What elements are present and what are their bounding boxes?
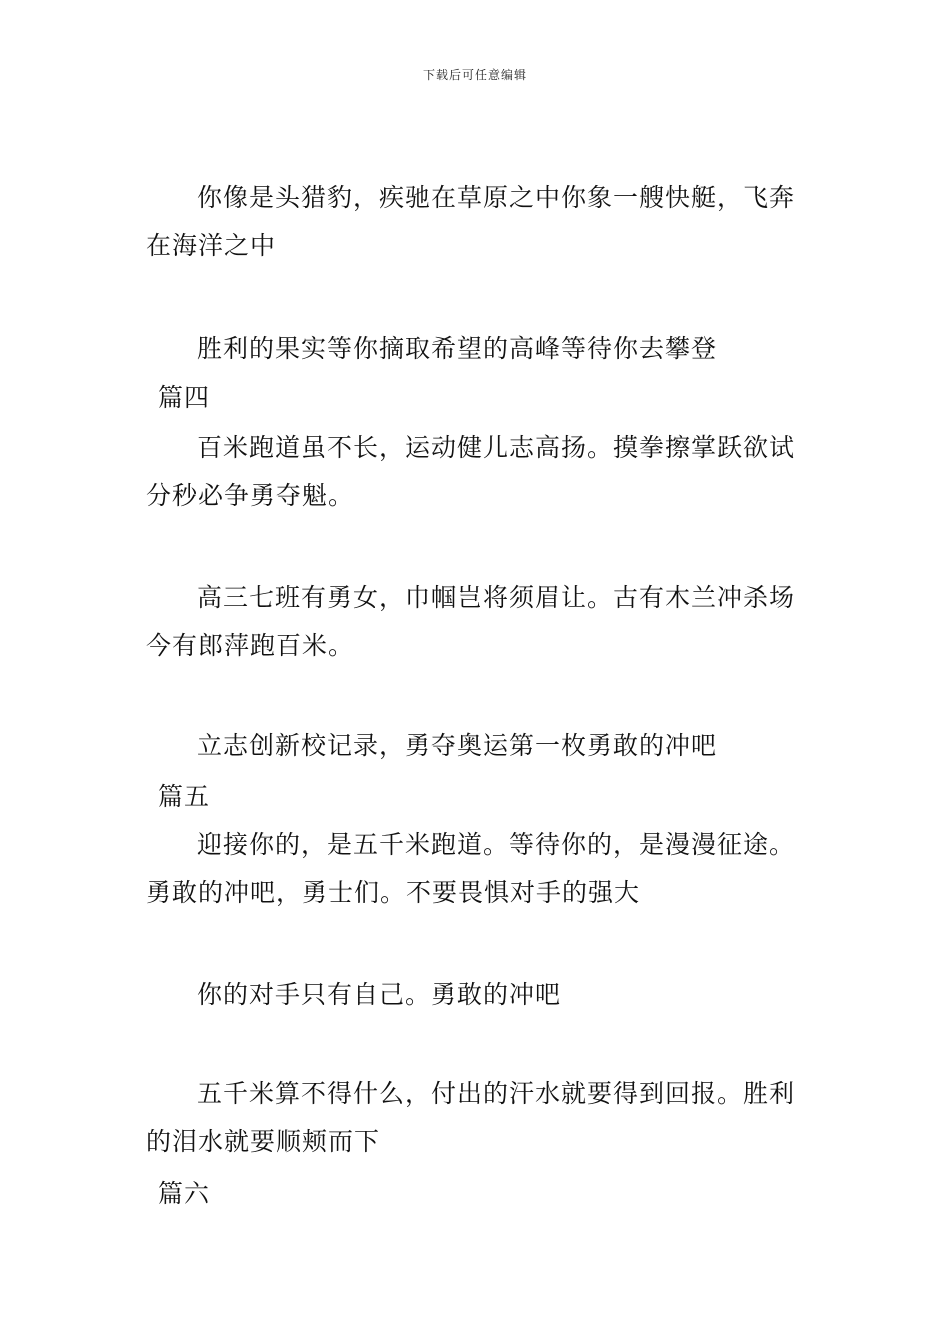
paragraph-3: 百米跑道虽不长，运动健儿志高扬。摸拳擦掌跃欲试分秒必争勇夺魁。 — [146, 433, 796, 510]
page-header-note: 下载后可任意编辑 — [422, 68, 527, 82]
paragraph-6: 迎接你的，是五千米跑道。等待你的，是漫漫征途。勇敢的冲吧，勇士们。不要畏惧对手的强大 — [146, 830, 796, 907]
paragraph-7: 你的对手只有自己。勇敢的冲吧 — [197, 980, 562, 1009]
paragraph-1: 你像是头猎豹，疾驰在草原之中你象一艘快艇，飞奔在海洋之中 — [146, 183, 796, 260]
paragraph-2: 胜利的果实等你摘取希望的高峰等待你去攀登 — [197, 334, 718, 363]
section-heading-6: 篇六 — [158, 1179, 211, 1208]
paragraph-4: 高三七班有勇女，巾帼岂将须眉让。古有木兰冲杀场今有郎萍跑百米。 — [146, 583, 796, 660]
paragraph-8: 五千米算不得什么，付出的汗水就要得到回报。胜利的泪水就要顺颊而下 — [146, 1079, 796, 1156]
section-heading-5: 篇五 — [158, 782, 211, 811]
paragraph-5: 立志创新校记录，勇夺奥运第一枚勇敢的冲吧 — [197, 731, 718, 760]
section-heading-4: 篇四 — [158, 383, 211, 412]
